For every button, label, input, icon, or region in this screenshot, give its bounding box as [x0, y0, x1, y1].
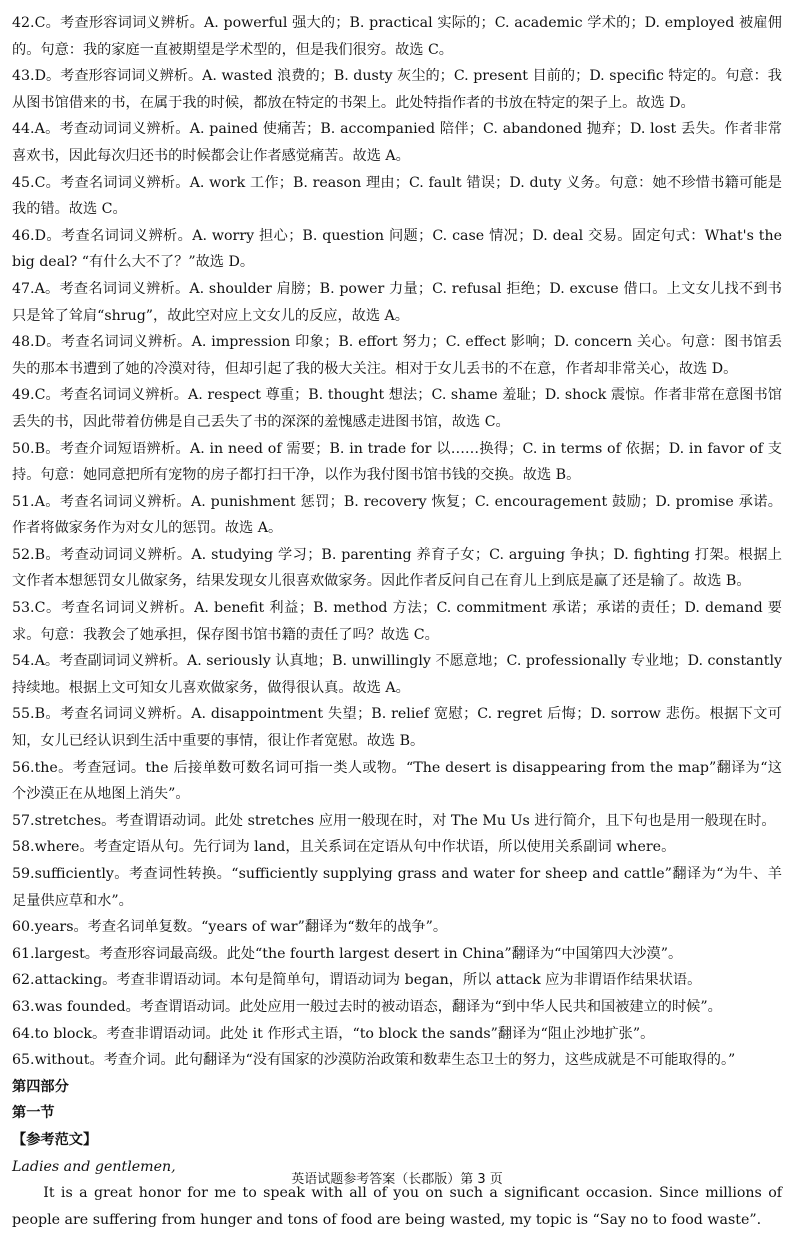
answer-item: 64.to block。考查非谓语动词。此处 it 作形式主语，“to block the sands”翻译为“阻止沙地扩张”。 [12, 1025, 655, 1042]
answer-item: 43.D。考查形容词词义辨析。A. wasted 浪费的；B. dusty 灰尘的；C. present 目前的；D. specific 特定的。句意：我从图书馆借来的书，在属于我的时候，都放在特定的书架上。此处特指作者的书放在特定的架子上。故选 D。 [12, 68, 782, 111]
answer-item: 57.stretches。考查谓语动词。此处 stretches 应用一般现在时，对 The Mu Us 进行简介，且下句也是用一般现在时。 [12, 812, 776, 829]
part-heading: 第四部分 [12, 1078, 69, 1095]
answer-item: 50.B。考查介词短语辨析。A. in need of 需要；B. in trade for 以……换得；C. in terms of 依据；D. in favor of 支持。句意：她同意把所有宠物的房子都打扫干净，以作为我付图书馆书钱的交换。故选 B。 [12, 440, 782, 484]
answer-item: 65.without。考查介词。此句翻译为“没有国家的沙漠防治政策和数辈生态卫士的努力，这些成就是不可能取得的。” [12, 1052, 736, 1069]
answer-item: 63.was founded。考查谓语动词。此处应用一般过去时的被动语态，翻译为“到中华人民共和国被建立的时候”。 [12, 998, 722, 1015]
page-footer: 英语试题参考答案（长郡版）第 3 页 [291, 1172, 503, 1187]
answer-item: 45.C。考查名词词义辨析。A. work 工作；B. reason 理由；C. fault 错误；D. duty 义务。句意：她不珍惜书籍可能是我的错。故选 C。 [12, 174, 782, 218]
answer-item: 48.D。考查名词词义辨析。A. impression 印象；B. effort 努力；C. effect 影响；D. concern 关心。句意：图书馆丢失的那本书遭到了她的冷漠对待，但却引起了我的极大关注。相对于女儿丢书的不在意，作者却非常关心，故选 D。 [12, 334, 782, 377]
answer-item: 49.C。考查名词词义辨析。A. respect 尊重；B. thought 想法；C. shame 羞耻；D. shock 震惊。作者非常在意图书馆丢失的书，因此带着仿佛是自己丢失了书的深深的羞愧感走进图书馆，故选 C。 [12, 387, 782, 430]
answer-list [12, 10, 782, 1074]
essay-salutation: Ladies and gentlemen, [12, 1158, 176, 1175]
answer-item: 56.the。考查冠词。the 后接单数可数名词可指一类人或物。“The desert is disappearing from the map”翻译为“这个沙漠正在从地图上消失”。 [12, 759, 782, 803]
section-heading: 第一节 [12, 1105, 55, 1122]
answer-item: 59.sufficiently。考查词性转换。“sufficiently supplying grass and water for sheep and cattle”翻译为“为牛、羊足量供应草和水”。 [12, 866, 782, 909]
answer-item: 46.D。考查名词词义辨析。A. worry 担心；B. question 问题；C. case 情况；D. deal 交易。固定句式：What's the big deal? “有什么大不了？”故选 D。 [12, 227, 782, 271]
answer-item: 58.where。考查定语从句。先行词为 land，且关系词在定语从句中作状语，所以使用关系副词 where。 [12, 839, 676, 856]
answer-item: 61.largest。考查形容词最高级。此处“the fourth largest desert in China”翻译为“中国第四大沙漠”。 [12, 945, 683, 962]
answer-item: 53.C。考查名词词义辨析。A. benefit 利益；B. method 方法；C. commitment 承诺；承诺的责任；D. demand 要求。句意：我教会了她承担，保存图书馆书籍的责任了吗？故选 C。 [12, 600, 782, 643]
answer-document [12, 10, 782, 1233]
answer-item: 52.B。考查动词词义辨析。A. studying 学习；B. parenting 养育子女；C. arguing 争执；D. fighting 打架。根据上文作者本想惩罚女儿做家务，结果发现女儿很喜欢做家务。因此作者反问自己在育儿上到底是赢了还是输了。故选 B。 [12, 546, 782, 590]
answer-item: 60.years。考查名词单复数。“years of war”翻译为“数年的战争”。 [12, 919, 448, 936]
answer-item: 62.attacking。考查非谓语动词。本句是简单句，谓语动词为 began，所以 attack 应为非谓语作结果状语。 [12, 972, 702, 989]
answer-item: 51.A。考查名词词义辨析。A. punishment 惩罚；B. recovery 恢复；C. encouragement 鼓励；D. promise 承诺。作者将做家务作为对女儿的惩罚。故选 A。 [12, 493, 782, 537]
answer-item: 55.B。考查名词词义辨析。A. disappointment 失望；B. relief 宽慰；C. regret 后悔；D. sorrow 悲伤。根据下文可知，女儿已经认识到生活中重要的事情，很让作者宽慰。故选 B。 [12, 706, 782, 750]
sample-essay-label: 【参考范文】 [12, 1131, 98, 1148]
answer-item: 47.A。考查名词词义辨析。A. shoulder 肩膀；B. power 力量；C. refusal 拒绝；D. excuse 借口。上文女儿找不到书只是耸了耸肩“shrug”，故此空对应上文女儿的反应，故选 A。 [12, 280, 782, 324]
essay-paragraph: It is a great honor for me to speak with all of you on such a significant occasion. Since millions of people are suffering from hunger and tons of food are being wasted, my topic is “Say no to food waste”. [12, 1185, 782, 1228]
answer-item: 54.A。考查副词词义辨析。A. seriously 认真地；B. unwillingly 不愿意地；C. professionally 专业地；D. constantly 持续地。根据上文可知女儿喜欢做家务，做得很认真。故选 A。 [12, 653, 782, 696]
answer-item: 44.A。考查动词词义辨析。A. pained 使痛苦；B. accompanied 陪伴；C. abandoned 抛弃；D. lost 丢失。作者非常喜欢书，因此每次归还书的时候都会让作者感觉痛苦。故选 A。 [12, 121, 782, 164]
answer-item: 42.C。考查形容词词义辨析。A. powerful 强大的；B. practical 实际的；C. academic 学术的；D. employed 被雇佣的。句意：我的家庭一直被期望是学术型的，但是我们很穷。故选 C。 [12, 15, 782, 58]
